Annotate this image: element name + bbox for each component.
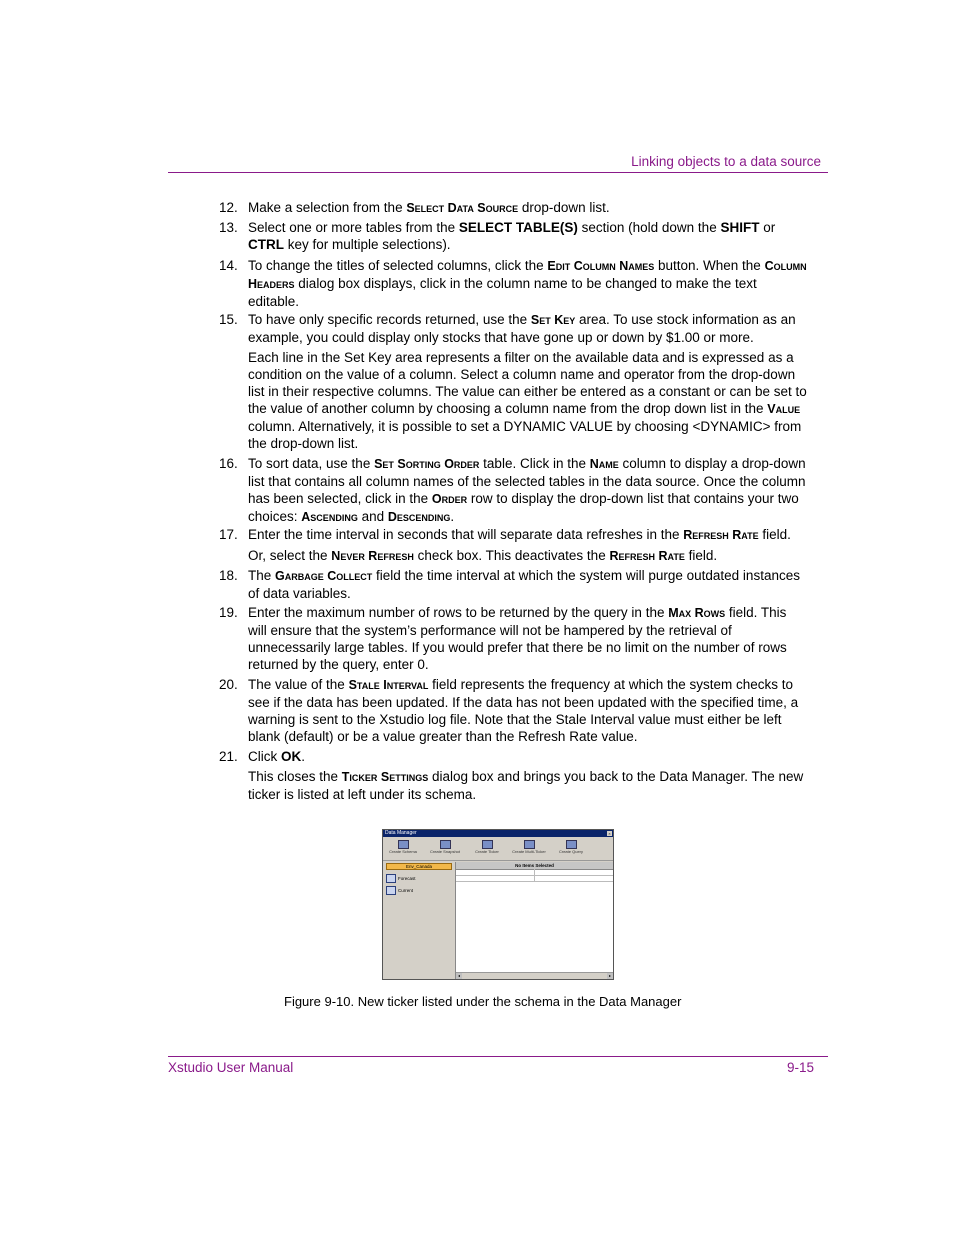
table-icon	[386, 874, 396, 883]
step-15-paragraph: Each line in the Set Key area represents a filter on the available data and is expressed as a condition on the value of a column. Select a column name and operator from the drop-down list in their respective columns. The value can either be entered as a constant or can be set to the value of another column by choosing a column name from the drop down list in the Value column. Alternatively, it is possible to set a DYNAMIC VALUE by choosing <DYNAMIC> from the drop-down list.	[248, 350, 807, 451]
step-text: The value of the Stale Interval field represents the frequency at which the system checks to see if the data has been updated. If the data has not been updated with the specified time, a warning is sent to the Xstudio log file. Note that the Stale Interval value must either be left blank (default) or be a value greater than the Refresh Rate value.	[248, 677, 799, 744]
schema-icon	[398, 840, 409, 849]
step-text: To sort data, use the Set Sorting Order table. Click in the Name column to display a drop-down list that contains all column names of the selected tables in the data source. Once the column has been selected, click in the Order row to display the drop-down list that contains your two choices: Ascending and Descending.	[248, 456, 806, 524]
step-number: 18.	[219, 568, 238, 583]
header-rule	[168, 172, 828, 173]
footer-title: Xstudio User Manual	[168, 1060, 294, 1075]
tree-item-forecast[interactable]: Forecast	[386, 874, 446, 884]
step-text: Make a selection from the Select Data Source drop-down list.	[248, 200, 610, 215]
create-multi-ticker-button[interactable]: Create Multi-Ticker	[509, 840, 549, 858]
scroll-left-icon[interactable]: ◂	[457, 973, 460, 978]
footer-rule	[168, 1056, 828, 1057]
create-query-button[interactable]: Create Query	[551, 840, 591, 858]
snapshot-icon	[440, 840, 451, 849]
details-panel	[455, 862, 613, 979]
step-number: 15.	[219, 312, 238, 327]
step-17-paragraph: Or, select the Never Refresh check box. This deactivates the Refresh Rate field.	[248, 548, 718, 563]
step-text: Enter the time interval in seconds that will separate data refreshes in the Refresh Rate field.	[248, 527, 791, 542]
step-21-paragraph: This closes the Ticker Settings dialog box and brings you back to the Data Manager. The new ticker is listed at left under its schema.	[248, 769, 804, 802]
scroll-right-icon[interactable]: ▸	[608, 973, 611, 978]
ticker-icon	[482, 840, 493, 849]
step-number: 17.	[219, 527, 238, 542]
details-header: No Items Selected	[456, 862, 613, 870]
toolbar	[383, 838, 613, 861]
step-number: 14.	[219, 258, 238, 273]
tree-item-current[interactable]: Current	[386, 886, 446, 896]
step-number: 12.	[219, 200, 238, 215]
step-number: 13.	[219, 220, 238, 235]
schema-tree-panel	[384, 862, 454, 979]
step-text: Enter the maximum number of rows to be returned by the query in the Max Rows field. This will ensure that the system’s performance will not be hampered by the retrieval of unnecessarily large tables. If you would prefer that there be no limit on the number of rows returned by the query, enter 0.	[248, 605, 787, 672]
data-manager-figure	[382, 829, 614, 980]
grid-column-divider	[534, 869, 535, 881]
window-title: Data Manager	[383, 830, 613, 837]
create-snapshot-button[interactable]: Create Snapshot	[425, 840, 465, 858]
step-text: Select one or more tables from the SELECT TABLE(S) section (hold down the SHIFT or CTRL key for multiple selections).	[248, 220, 776, 252]
query-icon	[566, 840, 577, 849]
create-ticker-button[interactable]: Create Ticker	[467, 840, 507, 858]
step-text: To change the titles of selected columns, click the Edit Column Names button. When the Column Headers dialog box displays, click in the column name to be changed to make the text editable.	[248, 258, 807, 309]
page-number: 9-15	[786, 1060, 814, 1075]
step-text: Click OK.	[248, 749, 306, 764]
step-number: 21.	[219, 749, 238, 764]
ticker-icon	[386, 886, 396, 895]
step-number: 16.	[219, 456, 238, 471]
multi-ticker-icon	[524, 840, 535, 849]
create-schema-button[interactable]: Create Schema	[383, 840, 423, 858]
step-text: The Garbage Collect field the time interval at which the system will purge outdated instances of data variables.	[248, 568, 800, 601]
step-text: To have only specific records returned, use the Set Key area. To use stock information as an example, you could display only stocks that have gone up or down by $1.00 or more.	[248, 312, 796, 345]
close-icon[interactable]: ×	[608, 831, 611, 836]
schema-header[interactable]: Env_Canada	[386, 863, 452, 870]
step-number: 20.	[219, 677, 238, 692]
running-header: Linking objects to a data source	[631, 154, 821, 169]
horizontal-scrollbar[interactable]	[456, 972, 613, 979]
step-number: 19.	[219, 605, 238, 620]
figure-caption: Figure 9-10. New ticker listed under the schema in the Data Manager	[284, 994, 682, 1009]
